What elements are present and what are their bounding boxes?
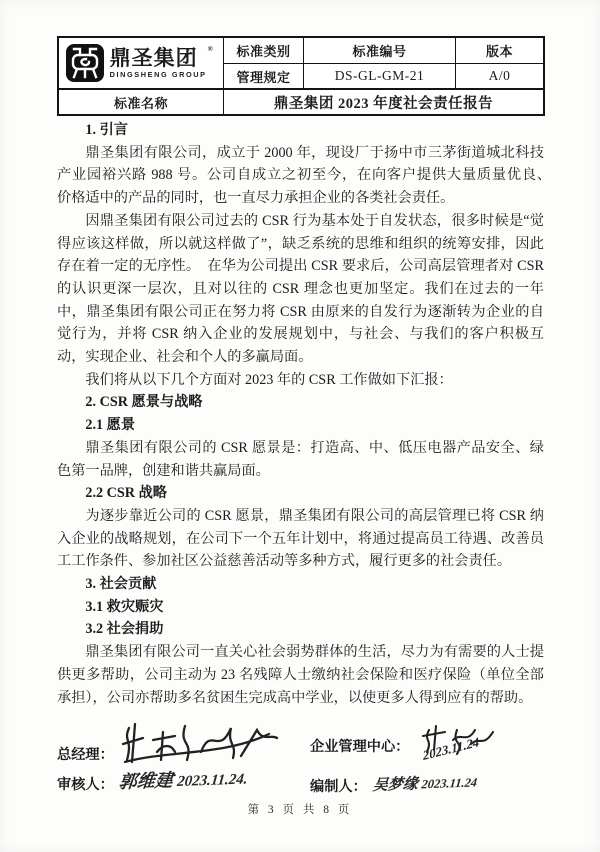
company-logo (59, 38, 223, 88)
paragraph-donation-detail: 鼎圣集团有限公司一直关心社会弱势群体的生活，尽力为有需要的人士提供更多帮助，公司主动为 23 名残障人士缴纳社会保险和医疗保险（单位全部承担），公司亦帮助多名贫困生完成高中学业，以使更多人得到应有的帮助。 (57, 644, 544, 706)
registered-trademark-icon: ® (207, 45, 214, 53)
reviewer-signature-name: 郭维建 (117, 770, 174, 793)
standard-category-value: 管理规定 (223, 63, 303, 88)
reviewer-date: 2023.11.24. (176, 771, 249, 791)
preparer-date: 2023.11.24 (420, 775, 478, 792)
standard-number-value: DS-GL-GM-21 (303, 63, 455, 88)
section-heading-introduction: 1. 引言 (85, 122, 128, 138)
version-value: A/0 (455, 63, 543, 88)
paragraph-strategy: 为逐步靠近公司的 CSR 愿景，鼎圣集团有限公司的高层管理已将 CSR 纳入企业的战略规划，在公司下一个五年计划中，将通过提高员工待遇、改善员工工作条件、参加社区公益慈善活动等多种方式，履行更多的社会责任。 (57, 507, 544, 570)
signature-block (57, 722, 544, 802)
logo-text (110, 48, 207, 78)
preparer-signature-name: 吴梦缘 (371, 776, 419, 795)
management-center-label: 企业管理中心： (310, 739, 410, 755)
header-table (57, 36, 545, 116)
paragraph-vision: 鼎圣集团有限公司的 CSR 愿景是：打造高、中、低压电器产品安全、绿色第一品牌，创建和谐共赢局面。 (57, 439, 544, 479)
logo-chinese-name: 鼎圣集团 (109, 46, 198, 70)
section-heading-csr-strategy: 2.2 CSR 战略 (85, 485, 167, 502)
standard-number-label: 标准编号 (303, 38, 455, 63)
logo-english-name: DINGSHENG GROUP (109, 69, 207, 79)
management-center-date: 2023.11.24 (422, 733, 480, 764)
standard-category-label: 标准类别 (223, 38, 303, 63)
section-heading-social-donation: 3.2 社会捐助 (85, 621, 164, 638)
section-heading-vision: 2.1 愿景 (85, 417, 136, 434)
document-title: 鼎圣集团 2023 年度社会责任报告 (223, 88, 543, 114)
reviewer-signature (118, 763, 250, 794)
paragraph-report-scope: 我们将从以下几个方面对 2023 年的 CSR 工作做如下汇报： (85, 371, 453, 388)
page-number-indicator: 第 3 页 共 8 页 (247, 804, 353, 816)
report-body (57, 119, 559, 709)
preparer-signature (372, 770, 478, 795)
ding-vessel-logo-icon (65, 43, 105, 83)
preparer-label: 编制人： (310, 779, 367, 795)
standard-name-label: 标准名称 (59, 88, 223, 114)
general-manager-signature (119, 716, 279, 768)
general-manager-label: 总经理： (57, 747, 114, 763)
paragraph-company-intro: 鼎圣集团有限公司，成立于 2000 年，现设厂于扬中市三茅街道城北科技产业园裕兴路 988 号。公司自成立之初至今，在向客户提供大量质量优良、 价格适中的产品的同时，也一直尽力承担企业的各类社会责任。 (57, 144, 559, 207)
section-heading-csr-vision-strategy: 2. CSR 愿景与战略 (85, 394, 203, 411)
version-label: 版本 (455, 38, 543, 63)
section-heading-social-contribution: 3. 社会贡献 (85, 576, 157, 593)
section-heading-disaster-relief: 3.1 救灾赈灾 (85, 598, 164, 615)
paragraph-csr-history: 因鼎圣集团有限公司过去的 CSR 行为基本处于自发状态，很多时候是“觉得应该这样做，所以就这样做了”，缺乏系统的思维和组织的统筹安排，因此存在着一定的无序性。 在华为公司提出 CSR 要求后，公司高层管理者对 CSR 的认识更深一层次，且对以往的 CSR 理念也更加坚定。我们在过去的一年中，鼎圣集团有限公司正在努力将 CSR 由原来的自发行为逐渐转为企业的自觉行为，并将 CSR 纳入企业的发展规划中，与社会、与我们的客户积极互动，实现企业、社会和个人的多赢局面。 (57, 212, 544, 366)
reviewer-label: 审核人： (57, 777, 114, 793)
